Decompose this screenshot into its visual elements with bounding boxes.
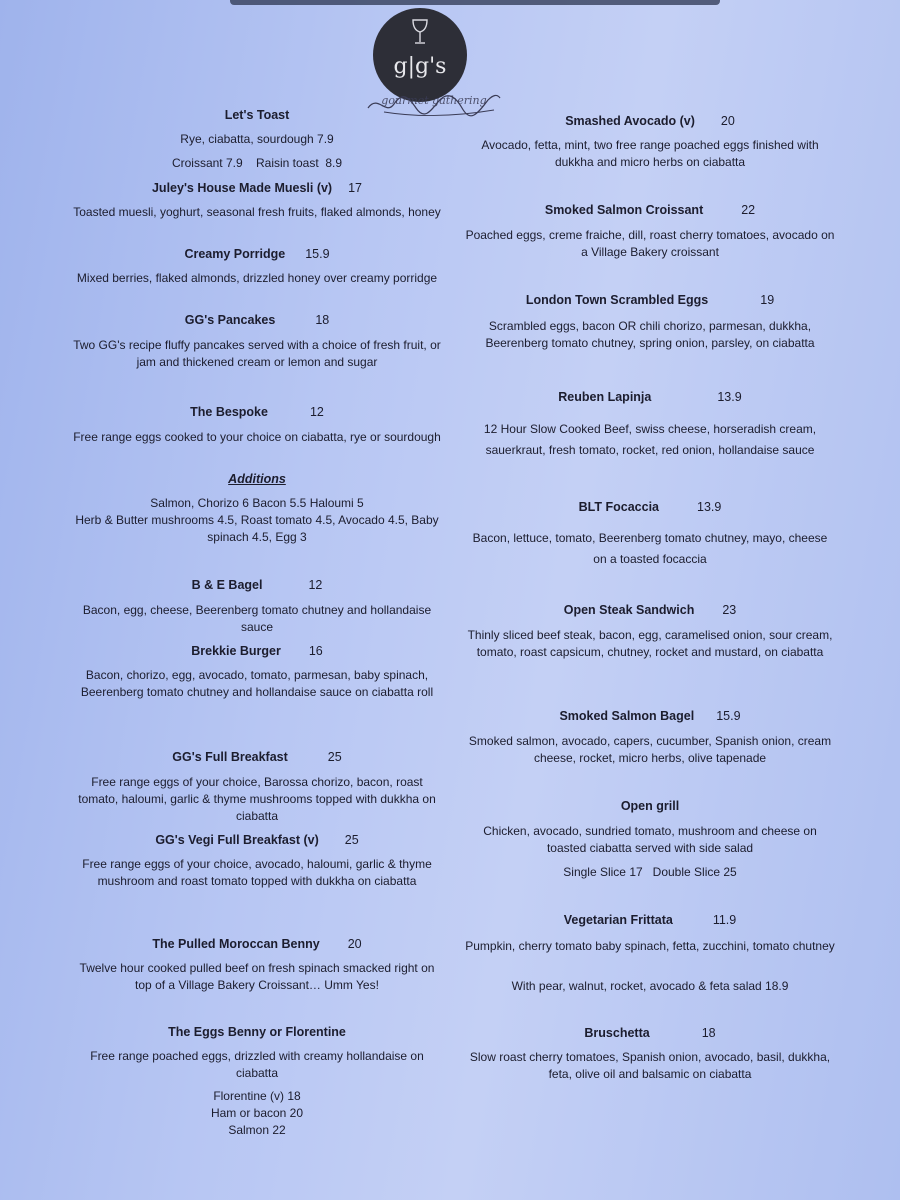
vegi-breakfast-desc: Free range eggs of your choice, avocado, haloumi, garlic & thyme mushroom and roast tomato topped with dukkha on ciabatta	[82, 857, 432, 888]
item-price: 20	[720, 114, 735, 128]
item-title: GG's Pancakes	[184, 313, 276, 327]
item-title: GG's Full Breakfast	[172, 750, 288, 764]
item-title: Open Steak Sandwich	[563, 603, 695, 617]
item-price: 11.9	[712, 913, 737, 927]
item-title: Open grill	[620, 799, 680, 813]
additions-desc: Salmon, Chorizo 6 Bacon 5.5 Haloumi 5 Herb & Butter mushrooms 4.5, Roast tomato 4.5, Avocado 4.5, Baby spinach 4.5, Egg 3	[75, 496, 439, 544]
frittata-heading	[465, 913, 835, 927]
muesli-desc: Toasted muesli, yoghurt, seasonal fresh fruits, flaked almonds, honey	[73, 205, 441, 219]
bespoke-desc: Free range eggs cooked to your choice on ciabatta, rye or sourdough	[73, 430, 441, 444]
item-title: London Town Scrambled Eggs	[525, 293, 709, 307]
item-title: The Bespoke	[190, 405, 268, 419]
porridge-desc: Mixed berries, flaked almonds, drizzled honey over creamy porridge	[76, 271, 438, 285]
pancakes-desc: Two GG's recipe fluffy pancakes served with a choice of fresh fruit, or jam and thickened cream or lemon and sugar	[73, 338, 441, 369]
wine-glass-icon	[408, 18, 432, 46]
item-title: GG's Vegi Full Breakfast (v)	[155, 833, 319, 847]
salmon-bagel-heading	[465, 709, 835, 723]
pancakes-heading	[72, 313, 442, 327]
logo-script-text: gourmet gathering	[381, 94, 487, 107]
be-bagel-desc: Bacon, egg, cheese, Beerenberg tomato chutney and hollandaise sauce	[82, 603, 432, 634]
london-town-heading	[465, 293, 835, 307]
brekkie-burger-desc: Bacon, chorizo, egg, avocado, tomato, parmesan, baby spinach, Beerenberg tomato chutney and hollandaise sauce on ciabatta roll	[80, 668, 434, 699]
item-price: 13.9	[717, 390, 742, 404]
item-price: 18	[315, 313, 330, 327]
item-title: Reuben Lapinja	[558, 390, 652, 404]
full-breakfast-heading	[72, 750, 442, 764]
item-title: Vegetarian Frittata	[563, 913, 673, 927]
lets-toast-line1: Rye, ciabatta, sourdough 7.9	[180, 132, 334, 146]
steak-sandwich-heading	[465, 603, 835, 617]
lets-toast-line2: Croissant 7.9 Raisin toast 8.9	[171, 156, 343, 170]
item-title: The Pulled Moroccan Benny	[152, 937, 320, 951]
eggs-benny-desc: Free range poached eggs, drizzled with creamy hollandaise on ciabatta	[90, 1049, 424, 1080]
blt-heading	[465, 500, 835, 514]
item-price: 15.9	[305, 247, 330, 261]
item-title: B & E Bagel	[191, 578, 263, 592]
item-title: Smoked Salmon Croissant	[544, 203, 704, 217]
clipboard-edge	[230, 0, 720, 5]
bespoke-heading	[72, 405, 442, 419]
item-title: The Eggs Benny or Florentine	[168, 1025, 346, 1039]
item-title: Bruschetta	[584, 1026, 650, 1040]
be-bagel-heading	[72, 578, 442, 592]
item-price: 12	[308, 578, 323, 592]
item-price: 18	[701, 1026, 716, 1040]
vegi-breakfast-heading	[72, 833, 442, 847]
blt-desc: Bacon, lettuce, tomato, Beerenberg tomato chutney, mayo, cheese on a toasted focaccia	[472, 531, 828, 566]
full-breakfast-desc: Free range eggs of your choice, Barossa chorizo, bacon, roast tomato, haloumi, garlic & thyme mushrooms topped with dukkha on ciabatta	[78, 775, 436, 823]
item-price: 12	[309, 405, 324, 419]
open-grill-desc: Chicken, avocado, sundried tomato, mushroom and cheese on toasted ciabatta served with side salad	[483, 824, 817, 855]
brekkie-burger-heading	[72, 644, 442, 658]
item-title: Smoked Salmon Bagel	[559, 709, 695, 723]
item-title: Let's Toast	[224, 108, 290, 122]
london-town-desc: Scrambled eggs, bacon OR chili chorizo, parmesan, dukkha, Beerenberg tomato chutney, spring onion, parsley, on ciabatta	[485, 319, 815, 350]
logo-text: g|g's	[393, 53, 447, 79]
open-grill-options: Single Slice 17 Double Slice 25	[563, 865, 737, 879]
frittata-extra: With pear, walnut, rocket, avocado & feta salad 18.9	[511, 979, 789, 993]
item-price: 17	[348, 181, 362, 195]
muesli-heading	[72, 181, 442, 195]
reuben-desc: 12 Hour Slow Cooked Beef, swiss cheese, horseradish cream, sauerkraut, fresh tomato, rocket, red onion, hollandaise sauce	[483, 422, 817, 457]
eggs-benny-heading	[72, 1025, 442, 1039]
moroccan-benny-heading	[72, 937, 442, 951]
reuben-heading	[465, 390, 835, 404]
item-price: 22	[741, 203, 756, 217]
item-price: 15.9	[716, 709, 741, 723]
open-grill-heading	[465, 799, 835, 813]
item-title: BLT Focaccia	[578, 500, 659, 514]
bruschetta-desc: Slow roast cherry tomatoes, Spanish onion, avocado, basil, dukkha, feta, olive oil and balsamic on ciabatta	[469, 1050, 831, 1081]
item-title: Creamy Porridge	[184, 247, 286, 261]
item-title: Smashed Avocado (v)	[565, 114, 695, 128]
item-price: 20	[347, 937, 362, 951]
frittata-desc: Pumpkin, cherry tomato baby spinach, fetta, zucchini, tomato chutney	[465, 939, 835, 953]
item-price: 16	[308, 644, 323, 658]
lets-toast-title	[72, 108, 442, 122]
bruschetta-heading	[465, 1026, 835, 1040]
salmon-croissant-heading	[465, 203, 835, 217]
salmon-croissant-desc: Poached eggs, creme fraiche, dill, roast cherry tomatoes, avocado on a Village Bakery croissant	[465, 228, 835, 259]
item-price: 23	[722, 603, 737, 617]
salmon-bagel-desc: Smoked salmon, avocado, capers, cucumber, Spanish onion, cream cheese, rocket, micro herbs, olive tapenade	[468, 734, 832, 765]
item-title: Brekkie Burger	[191, 644, 281, 658]
additions-title: Additions	[228, 472, 286, 486]
smashed-avo-heading	[465, 114, 835, 128]
item-price: 13.9	[697, 500, 722, 514]
steak-sandwich-desc: Thinly sliced beef steak, bacon, egg, caramelised onion, sour cream, tomato, roast capsicum, chutney, rocket and mustard, on ciabatta	[467, 628, 833, 659]
item-price: 25	[327, 750, 342, 764]
moroccan-benny-desc: Twelve hour cooked pulled beef on fresh spinach smacked right on top of a Village Bakery Croissant… Umm Yes!	[79, 961, 435, 992]
item-price: 19	[760, 293, 775, 307]
item-title: Juley's House Made Muesli (v)	[151, 181, 333, 195]
porridge-heading	[72, 247, 442, 261]
item-price: 25	[344, 833, 359, 847]
smashed-avo-desc: Avocado, fetta, mint, two free range poached eggs finished with dukkha and micro herbs on ciabatta	[481, 138, 819, 169]
eggs-benny-options: Florentine (v) 18 Ham or bacon 20 Salmon 22	[210, 1089, 304, 1137]
